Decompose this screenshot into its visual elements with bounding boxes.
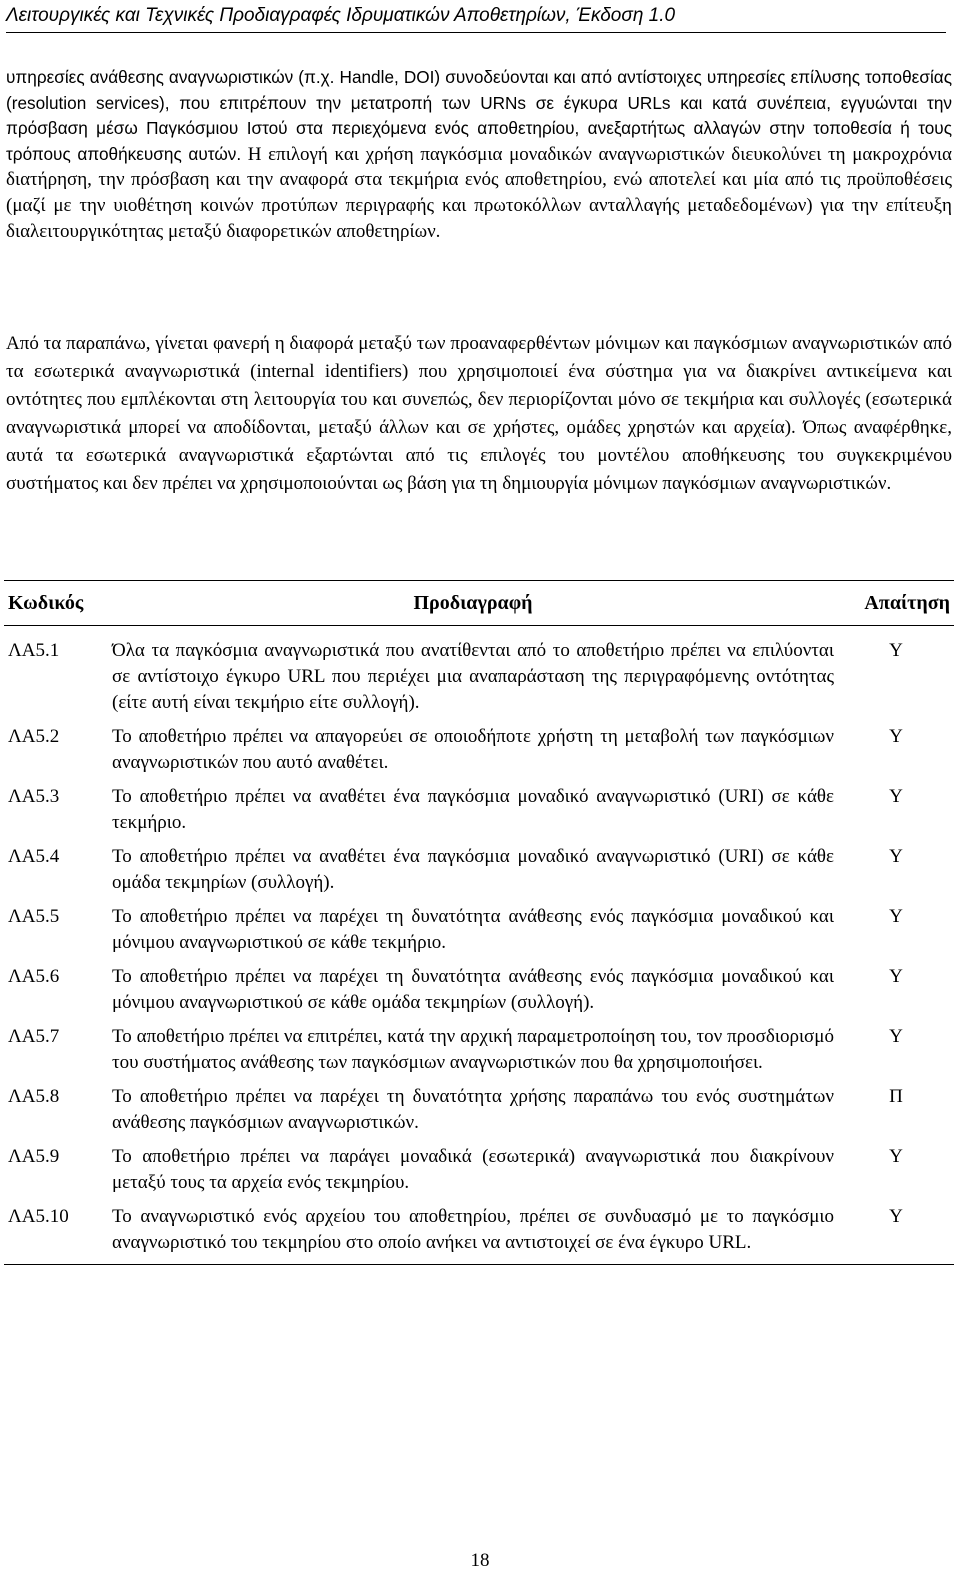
table-row: [4, 898, 954, 958]
paragraph-identifiers-resolution: [6, 65, 952, 244]
row-specification: Το αποθετήριο πρέπει να αναθέτει ένα παγκόσμια μοναδικό αναγνωριστικό (URI) σε κάθε τεκμήριο.: [112, 786, 834, 833]
row-requirement: Υ: [889, 786, 903, 807]
row-code: ΛΑ5.8: [8, 1086, 60, 1107]
row-code: ΛΑ5.7: [8, 1026, 60, 1047]
row-requirement: Υ: [838, 1198, 954, 1265]
row-requirement: Υ: [889, 726, 903, 747]
row-specification: Το αποθετήριο πρέπει να απαγορεύει σε οποιοδήποτε χρήστη τη μεταβολή των παγκόσμιων αναγνωριστικών που αυτό αναθέτει.: [112, 726, 834, 773]
paragraph-serif-part: Η επιλογή και χρήση παγκόσμια μοναδικών αναγνωριστικών διευκολύνει τη μακροχρόνια διατήρηση, την πρόσβαση και την αναφορά στα τεκμήρια ενός αποθετηρίου, ενώ αποτελεί και μία από τις προϋποθέσεις (μαζί με την υιοθέτηση κοινών προτύπων περιγραφής και πρωτοκόλλων ανταλλαγής μεταδεδομένων) για την επίτευξη διαλειτουργικότητας μεταξύ διαφορετικών αποθετηρίων.: [6, 143, 952, 242]
row-specification: Το αποθετήριο πρέπει να παρέχει τη δυνατότητα χρήσης παραπάνω του ενός συστημάτων ανάθεσης παγκόσμιων αναγνωριστικών.: [112, 1086, 834, 1133]
header-specification: Προδιαγραφή: [108, 581, 838, 626]
row-requirement: Υ: [889, 1146, 903, 1167]
row-requirement: Υ: [889, 906, 903, 927]
row-code: ΛΑ5.9: [8, 1146, 60, 1167]
row-code: ΛΑ5.1: [8, 640, 60, 661]
row-code: ΛΑ5.6: [8, 966, 60, 987]
row-specification: Το αποθετήριο πρέπει να επιτρέπει, κατά την αρχική παραμετροποίηση του, τον προσδιορισμό του συστήματος ανάθεσης των παγκόσμιων αναγνωριστικών που θα χρησιμοποιήσει.: [112, 1026, 834, 1073]
row-code: ΛΑ5.2: [8, 726, 60, 747]
row-requirement: Υ: [889, 1026, 903, 1047]
row-specification: Όλα τα παγκόσμια αναγνωριστικά που ανατίθενται από το αποθετήριο πρέπει να επιλύονται σε αντίστοιχο έγκυρο URL που περιέχει μια αναπαράσταση της περιγραφόμενης οντότητας (είτε αυτή είναι τεκμήριο είτε συλλογή).: [112, 640, 834, 713]
row-code: ΛΑ5.10: [4, 1198, 108, 1265]
row-specification: Το αποθετήριο πρέπει να αναθέτει ένα παγκόσμια μοναδικό αναγνωριστικό (URI) σε κάθε ομάδα τεκμηρίων (συλλογή).: [112, 846, 834, 893]
table-row: [4, 1078, 954, 1138]
table-row: [4, 1138, 954, 1198]
row-specification: Το αποθετήριο πρέπει να παράγει μοναδικά (εσωτερικά) αναγνωριστικά που διακρίνουν μεταξύ τους τα αρχεία ενός τεκμηρίου.: [112, 1146, 834, 1193]
row-code: ΛΑ5.4: [8, 846, 60, 867]
header-code: Κωδικός: [4, 581, 108, 626]
row-code: ΛΑ5.5: [8, 906, 60, 927]
table-row: [4, 626, 954, 719]
table-row: [4, 838, 954, 898]
row-requirement: Υ: [889, 966, 903, 987]
table-row: [4, 718, 954, 778]
row-requirement: Υ: [889, 846, 903, 867]
table-row: [4, 778, 954, 838]
header-requirement: Απαίτηση: [838, 581, 954, 626]
row-code: ΛΑ5.3: [8, 786, 60, 807]
paragraph-sans-part: υπηρεσίες ανάθεσης αναγνωριστικών (π.χ. Handle, DOI) συνοδεύονται και από αντίστοιχες υπηρεσίες επίλυσης τοποθεσίας (resolution services), που επιτρέπουν την μετατροπή των URNs σε έγκυρα URLs και κατά συνέπεια, εγγυώνται την πρόσβαση μέσω Παγκόσμιου Ιστού στα περιεχόμενα ενός αποθετηρίου, ανεξαρτήτως αλλαγών στην τοποθεσία ή τους τρόπους αποθήκευσης αυτών.: [6, 67, 952, 164]
row-specification: Το αναγνωριστικό ενός αρχείου του αποθετηρίου, πρέπει σε συνδυασμό με το παγκόσμιο αναγνωριστικό του τεκμηρίου στο οποίο ανήκει να αντιστοιχεί σε ένα έγκυρο URL.: [108, 1198, 838, 1265]
row-specification: Το αποθετήριο πρέπει να παρέχει τη δυνατότητα ανάθεσης ενός παγκόσμια μοναδικού και μόνιμου αναγνωριστικού σε κάθε τεκμήριο.: [112, 906, 834, 953]
table-row: [4, 958, 954, 1018]
paragraph-internal-identifiers: Από τα παραπάνω, γίνεται φανερή η διαφορά μεταξύ των προαναφερθέντων μόνιμων και παγκόσμιων αναγνωριστικών από τα εσωτερικά αναγνωριστικά (internal identifiers) που χρησιμοποιεί ένα σύστημα για να διακρίνει αντικείμενα και οντότητες που εμπλέκονται στη λειτουργία του και συνεπώς, δεν περιορίζονται μόνο σε τεκμήρια και συλλογές (εσωτερικά αναγνωριστικά μπορεί να αποδίδονται, μεταξύ άλλων και σε χρήστες, ομάδες χρηστών και αρχεία). Όπως αναφέρθηκε, αυτά τα εσωτερικά αναγνωριστικά εξαρτώνται από τις επιλογές του μοντέλου αποθήκευσης του συγκεκριμένου συστήματος και δεν πρέπει να χρησιμοποιούνται ως βάση για τη δημιουργία μόνιμων παγκόσμιων αναγνωριστικών.: [6, 333, 952, 494]
row-requirement: Υ: [889, 640, 903, 661]
table-row: [4, 1198, 954, 1265]
row-specification: Το αποθετήριο πρέπει να παρέχει τη δυνατότητα ανάθεσης ενός παγκόσμια μοναδικού και μόνιμου αναγνωριστικού σε κάθε ομάδα τεκμηρίων (συλλογή).: [112, 966, 834, 1013]
row-requirement: Π: [889, 1086, 903, 1107]
table-row: [4, 1018, 954, 1078]
page-number: 18: [470, 1550, 490, 1571]
running-header: Λειτουργικές και Τεχνικές Προδιαγραφές Ιδρυματικών Αποθετηρίων, Έκδοση 1.0: [6, 4, 946, 33]
requirements-table: [4, 580, 954, 1265]
table-header-row: [4, 581, 954, 626]
